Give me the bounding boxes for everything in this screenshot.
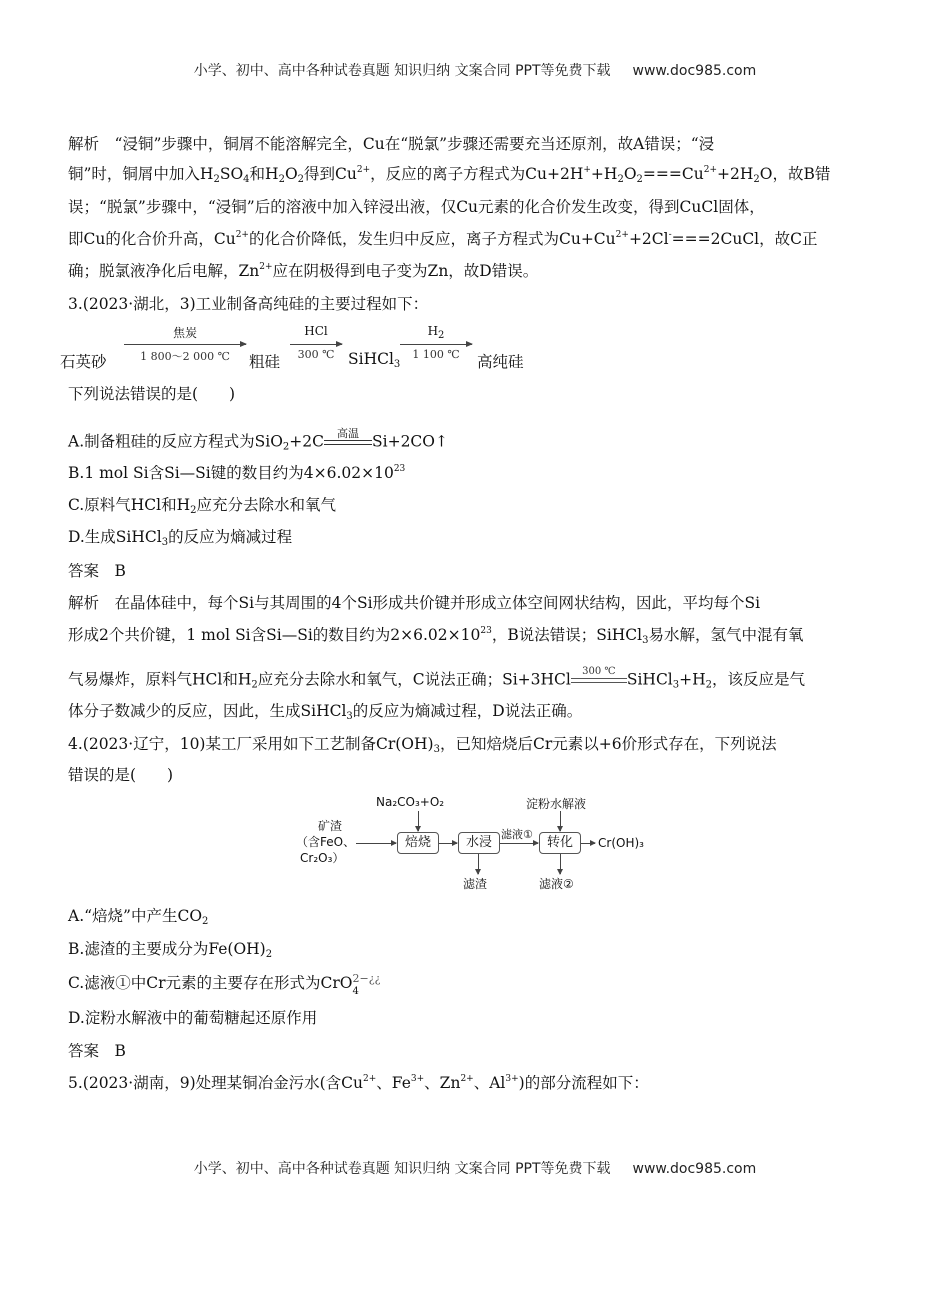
sub: 2 bbox=[636, 174, 643, 185]
text: 形成2个共价键，1 mol Si含Si—Si的数目约为2×6.02×10 bbox=[68, 626, 481, 644]
footer-text: 小学、初中、高中各种试卷真题 知识归纳 文案合同 PPT等免费下载 bbox=[193, 1161, 611, 1177]
text: 气易爆炸，原料气HCl和H bbox=[68, 670, 252, 689]
sup: 23 bbox=[393, 464, 406, 474]
sub: 3 bbox=[346, 711, 353, 722]
reaction-condition-300c bbox=[571, 666, 627, 695]
text: ，该反应是气 bbox=[712, 670, 806, 689]
text: 5.(2023·湖南，9)处理某铜冶金污水(含Cu bbox=[68, 1074, 364, 1092]
text: )的部分流程如下： bbox=[518, 1074, 649, 1092]
text: 300 ℃ bbox=[582, 666, 616, 677]
text: 体分子数减少的反应，因此，生成SiHCl bbox=[68, 702, 347, 720]
q3-analysis-line-2 bbox=[68, 624, 804, 646]
text: SO bbox=[219, 165, 244, 183]
flow-arrow-2 bbox=[290, 344, 342, 345]
text: 应充分去除水和氧气 bbox=[196, 496, 336, 514]
sub: 2 bbox=[202, 916, 209, 927]
text: 答案 B bbox=[68, 1042, 126, 1060]
q2-analysis-line-3 bbox=[68, 196, 765, 218]
q4-stem-line-1 bbox=[68, 733, 777, 755]
sup: 3+ bbox=[505, 1074, 519, 1084]
flow-mid-1: 粗硅 bbox=[249, 353, 281, 371]
q3-option-a bbox=[68, 428, 448, 457]
sup: - bbox=[668, 230, 672, 240]
header-url[interactable]: www.doc985.com bbox=[632, 63, 757, 79]
sub: 4 bbox=[243, 174, 250, 185]
box-roast: 焙烧 bbox=[397, 832, 439, 854]
arrow-filtrate-1 bbox=[500, 843, 538, 844]
q3-analysis-line-1 bbox=[68, 592, 760, 614]
arrow-product bbox=[581, 843, 595, 844]
text: B.滤渣的主要成分为Fe(OH) bbox=[68, 940, 266, 958]
text: 、Al bbox=[473, 1074, 506, 1092]
text: A.制备粗硅的反应方程式为SiO bbox=[68, 432, 283, 451]
analysis-label: 解析 bbox=[68, 135, 100, 153]
q4-option-c bbox=[68, 972, 382, 997]
arrow-reagent-2 bbox=[560, 811, 561, 831]
text: 在晶体硅中，每个Si与其周围的4个Si形成共价键并形成立体空间网状结构，因此，平均每个Si bbox=[114, 594, 761, 612]
chromate-ion-indices bbox=[352, 972, 382, 997]
sub: 2 bbox=[251, 679, 258, 691]
sub: 2 bbox=[265, 949, 273, 960]
arrow-filtrate-2 bbox=[560, 854, 561, 874]
text: SiHCl bbox=[348, 350, 394, 368]
q3-analysis-line-4 bbox=[68, 700, 582, 722]
page-header bbox=[0, 60, 950, 80]
flow-cond-3: 1 100 ℃ bbox=[412, 348, 460, 361]
sup: 2+ bbox=[235, 230, 249, 240]
text: O bbox=[284, 165, 298, 183]
sup: 2+ bbox=[615, 230, 629, 240]
q3-question bbox=[68, 383, 235, 405]
sup: 2+ bbox=[460, 1074, 474, 1084]
reaction-condition-high-temp bbox=[324, 428, 372, 457]
text: 错误的是( ) bbox=[68, 766, 174, 784]
text: 3.(2023·湖北，3)工业制备高纯硅的主要过程如下： bbox=[68, 295, 429, 313]
text: 应充分去除水和氧气，C说法正确；Si+3HCl bbox=[257, 670, 571, 689]
text: ，已知焙烧后Cr元素以+6价形式存在，下列说法 bbox=[439, 735, 777, 753]
flow-end: 高纯硅 bbox=[477, 353, 524, 371]
sub: 2 bbox=[190, 505, 197, 516]
sup: + bbox=[583, 165, 591, 175]
spacer bbox=[571, 683, 627, 695]
flow-mid-2 bbox=[348, 350, 400, 368]
flow-cond-1: 1 800～2 000 ℃ bbox=[140, 350, 230, 363]
text: B.1 mol Si含Si—Si键的数目约为4×6.02×10 bbox=[68, 464, 394, 482]
reagent-1: Na₂CO₃+O₂ bbox=[376, 795, 445, 809]
text: O bbox=[623, 165, 637, 183]
ion-subscript: 4 bbox=[352, 986, 359, 997]
text: ===2CuCl，故C正 bbox=[671, 230, 818, 248]
flow-reagent-2: HCl bbox=[304, 324, 328, 338]
sub: 2 bbox=[705, 679, 713, 691]
arrow-roast bbox=[439, 843, 457, 844]
sup: 3+ bbox=[410, 1074, 425, 1084]
box-convert: 转化 bbox=[539, 832, 581, 854]
sup: 2+ bbox=[356, 165, 371, 175]
reagent-2: 淀粉水解液 bbox=[526, 797, 587, 811]
text: +2Cl bbox=[628, 230, 669, 248]
text: ，反应的离子方程式为Cu+2H bbox=[370, 165, 584, 183]
q2-analysis-line-4 bbox=[68, 228, 818, 250]
text: 4.(2023·辽宁，10)某工厂采用如下工艺制备Cr(OH) bbox=[68, 735, 434, 753]
text: SiHCl bbox=[626, 670, 673, 689]
q3-option-d bbox=[68, 526, 292, 548]
feed-label-3: Cr₂O₃） bbox=[300, 851, 345, 865]
sub: 2 bbox=[753, 174, 760, 185]
text: +H bbox=[679, 670, 706, 689]
sub: 2 bbox=[213, 174, 220, 185]
product: Cr(OH)₃ bbox=[598, 836, 644, 850]
spacer bbox=[324, 445, 372, 457]
page-footer bbox=[0, 1158, 950, 1178]
q2-analysis-line-2 bbox=[68, 163, 830, 185]
ion-charge: 2−¿¿ bbox=[352, 972, 381, 985]
sub: 3 bbox=[161, 537, 169, 548]
sup: 2+ bbox=[703, 165, 717, 175]
text: 的反应为熵减过程，D说法正确。 bbox=[352, 702, 583, 720]
text: 下列说法错误的是( ) bbox=[68, 385, 236, 403]
text: +2H bbox=[717, 165, 754, 183]
sub: 2 bbox=[617, 174, 624, 185]
flow-reagent-3 bbox=[400, 324, 472, 341]
sup: 2+ bbox=[259, 262, 273, 272]
text: O，故B错 bbox=[759, 165, 831, 183]
text: 、Fe bbox=[376, 1074, 411, 1092]
arrow-residue bbox=[478, 854, 479, 874]
text: 易水解，氢气中混有氧 bbox=[648, 626, 804, 644]
q3-option-b bbox=[68, 462, 405, 484]
output-residue: 滤渣 bbox=[463, 877, 488, 891]
flow-arrow-1 bbox=[124, 344, 246, 345]
text: 和H bbox=[249, 165, 279, 183]
text: 答案 B bbox=[68, 562, 126, 580]
sub: 2 bbox=[297, 174, 305, 185]
text: +2C bbox=[289, 432, 324, 451]
q3-option-c bbox=[68, 494, 336, 516]
q4-option-a bbox=[68, 905, 208, 927]
text: 应在阴极得到电子变为Zn，故D错误。 bbox=[272, 262, 539, 280]
arrow-feed bbox=[356, 843, 396, 844]
arrow-reagent-1 bbox=[418, 811, 419, 831]
q4-process-flow bbox=[280, 795, 680, 895]
text: 高温 bbox=[337, 427, 359, 440]
q3-process-flow bbox=[60, 320, 580, 376]
text: A.“焙烧”中产生CO bbox=[68, 907, 203, 925]
text: 即Cu的化合价升高，Cu bbox=[68, 230, 236, 248]
feed-label-1: 矿渣 bbox=[318, 819, 343, 833]
text: 铜”时，铜屑中加入H bbox=[68, 165, 214, 183]
q3-answer bbox=[68, 560, 126, 582]
box-leach: 水浸 bbox=[458, 832, 500, 854]
sup: 2+ bbox=[363, 1074, 377, 1084]
text: Si+2CO↑ bbox=[372, 432, 448, 451]
q3-stem bbox=[68, 293, 428, 315]
text: ，B说法错误；SiHCl bbox=[491, 626, 643, 644]
flow-start: 石英砂 bbox=[60, 353, 107, 371]
output-filtrate-2: 滤液② bbox=[539, 877, 574, 891]
text: +H bbox=[590, 165, 618, 183]
text: 的化合价降低，发生归中反应，离子方程式为Cu+Cu bbox=[248, 230, 616, 248]
flow-arrow-3 bbox=[400, 344, 472, 345]
text: D.生成SiHCl bbox=[68, 528, 162, 546]
q4-option-d bbox=[68, 1007, 317, 1029]
text: “浸铜”步骤中，铜屑不能溶解完全，Cu在“脱氯”步骤还需要充当还原剂，故A错误；“浸 bbox=[114, 135, 715, 153]
text: 解析 bbox=[68, 594, 100, 612]
q5-stem bbox=[68, 1072, 649, 1094]
text: H bbox=[427, 324, 439, 338]
sup: 23 bbox=[480, 626, 492, 636]
q3-analysis-line-3 bbox=[68, 666, 805, 695]
header-text: 小学、初中、高中各种试卷真题 知识归纳 文案合同 PPT等免费下载 bbox=[193, 63, 611, 79]
text: 确；脱氯液净化后电解，Zn bbox=[68, 262, 260, 280]
q4-answer bbox=[68, 1040, 126, 1062]
sub: 3 bbox=[672, 679, 680, 691]
text: 得到Cu bbox=[304, 165, 357, 183]
sub: 3 bbox=[433, 744, 440, 755]
text: 的反应为熵减过程 bbox=[168, 528, 293, 546]
filtrate-1-label: 滤液① bbox=[501, 828, 533, 841]
sub: 2 bbox=[278, 174, 285, 185]
q2-analysis-line-5 bbox=[68, 260, 538, 282]
text: 误；“脱氯”步骤中，“浸铜”后的溶液中加入锌浸出液，仅Cu元素的化合价发生改变，得到CuCl固体， bbox=[68, 198, 765, 216]
text: ===Cu bbox=[642, 165, 704, 183]
footer-url[interactable]: www.doc985.com bbox=[632, 1161, 757, 1177]
text: C.原料气HCl和H bbox=[68, 496, 191, 514]
feed-label-2: （含FeO、 bbox=[296, 835, 356, 849]
text: 、Zn bbox=[424, 1074, 461, 1092]
sub: 2 bbox=[438, 330, 445, 341]
q4-option-b bbox=[68, 938, 272, 960]
sub: 2 bbox=[282, 441, 290, 453]
flow-cond-2: 300 ℃ bbox=[297, 348, 335, 361]
text: D.淀粉水解液中的葡萄糖起还原作用 bbox=[68, 1009, 318, 1027]
q2-analysis-line-1 bbox=[68, 133, 714, 155]
sub: 3 bbox=[393, 359, 401, 370]
sub: 3 bbox=[642, 635, 649, 646]
q4-stem-line-2 bbox=[68, 764, 173, 786]
flow-reagent-1: 焦炭 bbox=[172, 326, 197, 340]
text: C.滤液①中Cr元素的主要存在形式为CrO bbox=[68, 974, 353, 992]
